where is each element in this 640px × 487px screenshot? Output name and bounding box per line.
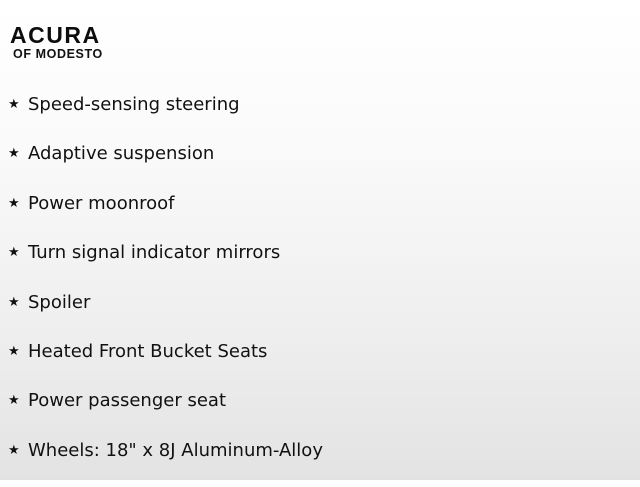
star-icon: ★ — [8, 195, 20, 211]
star-icon: ★ — [8, 146, 20, 162]
star-icon: ★ — [8, 343, 20, 359]
feature-label: Power moonroof — [28, 192, 175, 214]
feature-list — [8, 92, 628, 487]
feature-item — [8, 141, 628, 190]
feature-item — [8, 290, 628, 339]
star-icon: ★ — [8, 442, 20, 458]
feature-label: Adaptive suspension — [28, 143, 215, 165]
star-icon: ★ — [8, 97, 20, 112]
feature-label: Speed-sensing steering — [28, 94, 240, 115]
feature-item — [8, 388, 628, 437]
star-icon: ★ — [8, 245, 20, 261]
logo-location: OF MODESTO — [13, 47, 103, 61]
dealer-logo — [10, 24, 150, 61]
feature-label: Turn signal indicator mirrors — [28, 242, 281, 264]
feature-label: Wheels: 18" x 8J Aluminum-Alloy — [28, 439, 323, 461]
star-icon: ★ — [8, 294, 20, 310]
feature-item — [8, 240, 628, 289]
feature-item — [8, 191, 628, 240]
feature-item — [8, 92, 628, 141]
feature-label: Power passenger seat — [28, 390, 226, 412]
feature-label: Spoiler — [28, 291, 91, 313]
star-icon: ★ — [8, 393, 20, 409]
feature-item — [8, 339, 628, 388]
feature-label: Heated Front Bucket Seats — [28, 340, 268, 362]
logo-brand: ACURA — [10, 22, 101, 48]
